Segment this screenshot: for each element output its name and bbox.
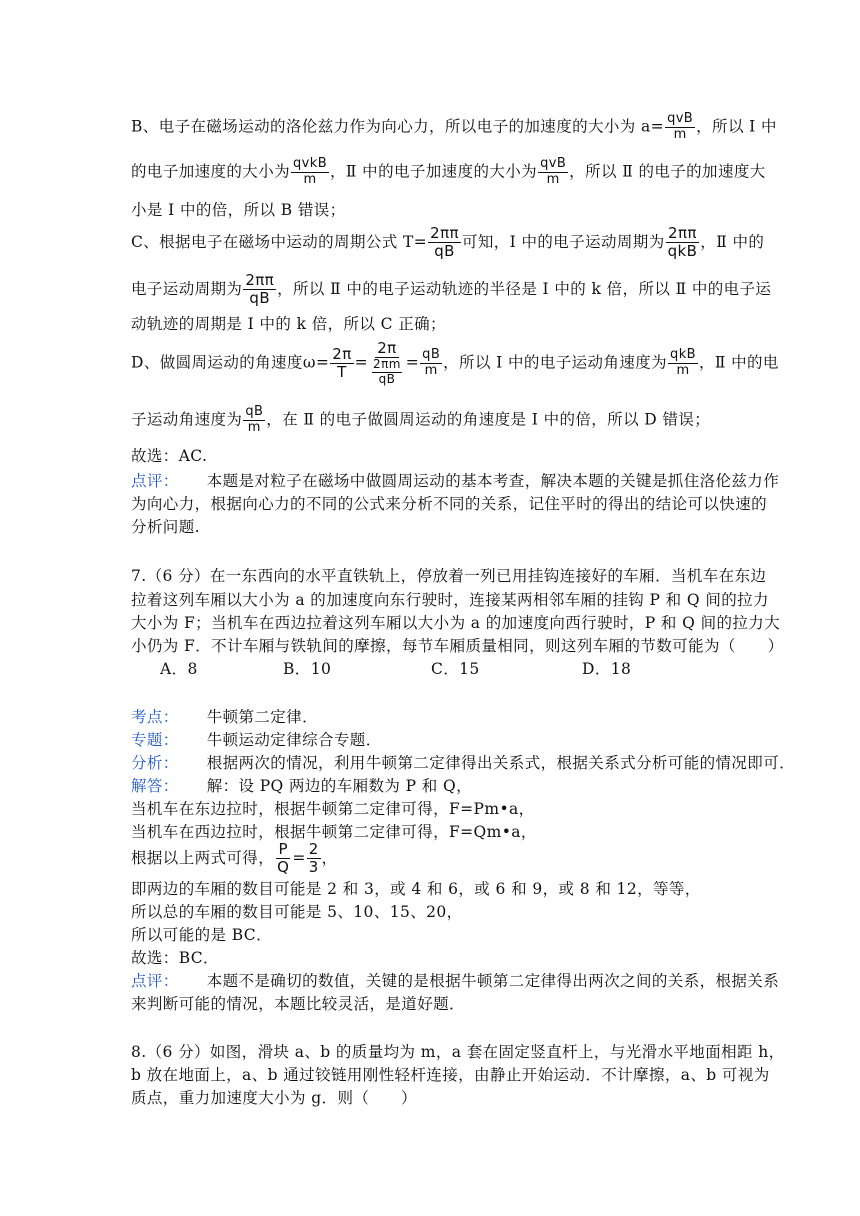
text: B、电子在磁场运动的洛伦兹力作为向心力，所以电子的加速度的大小为 a= xyxy=(131,117,665,136)
question7-line3: 大小为 F；当机车在西边拉着这列车厢以大小为 a 的加速度向西行驶时，P 和 Q 间的拉力大 xyxy=(131,614,781,632)
answer7-step3: 根据以上两式可得， $\frac{P}{Q}$ = $\frac{2}{3}$ ， xyxy=(131,840,338,877)
fraction-qkB-over-m: $\frac{\text{qkB}}{m}$ xyxy=(670,346,696,378)
fraction-qB-over-m: $\frac{qB}{m}$ xyxy=(245,404,264,435)
inner-fraction: $\frac{2\pi m}{qB}$ xyxy=(373,357,401,387)
kaodian-label: 考点： xyxy=(131,708,179,726)
zhuanti-label: 专题： xyxy=(131,731,179,749)
answer7-kaodian: 考点： 牛顿第二定律． xyxy=(131,708,319,726)
text: ，所以 Ⅰ 中 xyxy=(696,117,777,136)
comment-label: 点评： xyxy=(131,972,179,990)
answer7-step6: 所以可能的是 BC． xyxy=(131,926,272,944)
solution6-d-line1: D、做圆周运动的角速度ω= $\frac{2\pi}{T}$ = $\frac{2\pi}{\frac{2\pi m}{qB}}$ = $\frac{qB}{m}$ ，所以 Ⅰ 中的电子运动角速度为 $\frac{\text{qkB}}{m}$ ，Ⅱ 中的电 xyxy=(131,339,779,387)
question7-line4: 小仍为 F．不计车厢与铁轨间的摩擦，每节车厢质量相同，则这列车厢的节数可能为（ ） xyxy=(131,637,784,655)
answer7-step2: 当机车在西边拉时，根据牛顿第二定律可得，F=Qm•a， xyxy=(131,823,537,841)
answer7-comment-line1: 点评： 本题不是确切的数值，关键的是根据牛顿第二定律得出两次之间的关系，根据关系 xyxy=(131,972,780,990)
answer7-zhuanti: 专题： 牛顿运动定律综合专题． xyxy=(131,731,382,749)
answer7-fenxi: 分析： 根据两次的情况，利用牛顿第二定律得出关系式，根据关系式分析可能的情况即可． xyxy=(131,754,796,772)
question7-option-c: C．15 xyxy=(431,660,480,678)
solution6-comment-line3: 分析问题. xyxy=(131,518,200,536)
answer7-step4: 即两边的车厢的数目可能是 2 和 3，或 4 和 6，或 6 和 9，或 8 和 12，等等， xyxy=(131,880,701,898)
comment-label: 点评： xyxy=(131,472,179,490)
solution6-b-line3: 小是 Ⅰ 中的倍，所以 B 错误； xyxy=(131,201,346,219)
solution6-c-line3: 动轨迹的周期是 Ⅰ 中的 k 倍，所以 C 正确； xyxy=(131,315,446,333)
question8-line1: 8.（6 分）如图，滑块 a、b 的质量均为 m，a 套在固定竖直杆上，与光滑水平地面相距 h， xyxy=(131,1043,785,1061)
question8-line3: 质点，重力加速度大小为 g．则（ ） xyxy=(131,1089,417,1107)
question7-line1: 7.（6 分）在一东西向的水平直铁轨上，停放着一列已用挂钩连接好的车厢．当机车在东边 xyxy=(131,567,767,585)
fenxi-label: 分析： xyxy=(131,754,179,772)
question7-option-b: B．10 xyxy=(283,660,332,678)
answer7-step1: 当机车在东边拉时，根据牛顿第二定律可得，F=Pm•a， xyxy=(131,800,535,818)
compound-fraction: $\frac{2\pi}{\frac{2\pi m}{qB}}$ xyxy=(373,339,401,387)
answer7-answer: 故选：BC． xyxy=(131,949,219,967)
question7-option-a: A．8 xyxy=(160,660,198,678)
fraction-qvB-over-m: $\frac{\text{qvB}}{m}$ xyxy=(667,111,694,142)
answer7-comment-line2: 来判断可能的情况，本题比较灵活，是道好题． xyxy=(131,995,465,1013)
solution6-b-line2: 的电子加速度的大小为 $\frac{\text{qvkB}}{m}$ ，Ⅱ 中的电子加速度的大小为 $\frac{\text{qvB}}{m}$ ，所以 Ⅱ 的电子的加速度大 xyxy=(131,156,766,187)
fraction-period: $\frac{2\pi\pi}{qB}$ xyxy=(430,224,459,261)
solution6-c-line1: C、根据电子在磁场中运动的周期公式 T= $\frac{2\pi\pi}{qB}$ 可知，Ⅰ 中的电子运动周期为 $\frac{2\pi\pi}{\text{qkB}}$ ，Ⅱ 中的 xyxy=(131,224,765,261)
solution6-b-line1 xyxy=(131,112,777,143)
jieda-label: 解答： xyxy=(131,777,179,795)
solution6-comment-line1: 点评： 本题是对粒子在磁场中做圆周运动的基本考查，解决本题的关键是抓住洛伦兹力作 xyxy=(131,472,780,490)
question8-line2: b 放在地面上，a、b 通过铰链用刚性轻杆连接，由静止开始运动．不计摩擦，a、b 可视为 xyxy=(131,1066,770,1084)
fraction-qB-over-m: $\frac{qB}{m}$ xyxy=(422,346,441,378)
fraction-2pi-over-T: $\frac{2\pi}{T}$ xyxy=(332,344,352,381)
fraction-qvkB-over-m: $\frac{\text{qvkB}}{m}$ xyxy=(293,156,328,187)
solution6-answer: 故选：AC. xyxy=(131,447,208,465)
solution6-d-line2: 子运动角速度为 $\frac{qB}{m}$ ，在 Ⅱ 的电子做圆周运动的角速度是 Ⅰ 中的倍，所以 D 错误； xyxy=(131,404,711,435)
answer7-jieda: 解答： 解：设 PQ 两边的车厢数为 P 和 Q， xyxy=(131,777,473,795)
question7-option-d: D．18 xyxy=(582,660,632,678)
fraction-period-2: $\frac{2\pi\pi}{qB}$ xyxy=(245,271,275,308)
answer7-step5: 所以总的车厢的数目可能是 5、10、15、20， xyxy=(131,903,463,921)
fraction-period-1: $\frac{2\pi\pi}{\text{qkB}}$ xyxy=(667,224,698,261)
fraction-P-over-Q: $\frac{P}{Q}$ xyxy=(277,840,290,877)
fraction-2-over-3: $\frac{2}{3}$ xyxy=(308,840,319,877)
solution6-c-line2: 电子运动周期为 $\frac{2\pi\pi}{qB}$ ，所以 Ⅱ 中的电子运动轨迹的半径是 Ⅰ 中的 k 倍，所以 Ⅱ 中的电子运 xyxy=(131,271,772,308)
fraction-qvB-over-m: $\frac{\text{qvB}}{m}$ xyxy=(540,156,567,187)
question7-line2: 拉着这列车厢以大小为 a 的加速度向东行驶时，连接某两相邻车厢的挂钩 P 和 Q 间的拉力 xyxy=(131,591,769,609)
solution6-comment-line2: 为向心力，根据向心力的不同的公式来分析不同的关系，记住平时的得出的结论可以快速的 xyxy=(131,495,768,513)
